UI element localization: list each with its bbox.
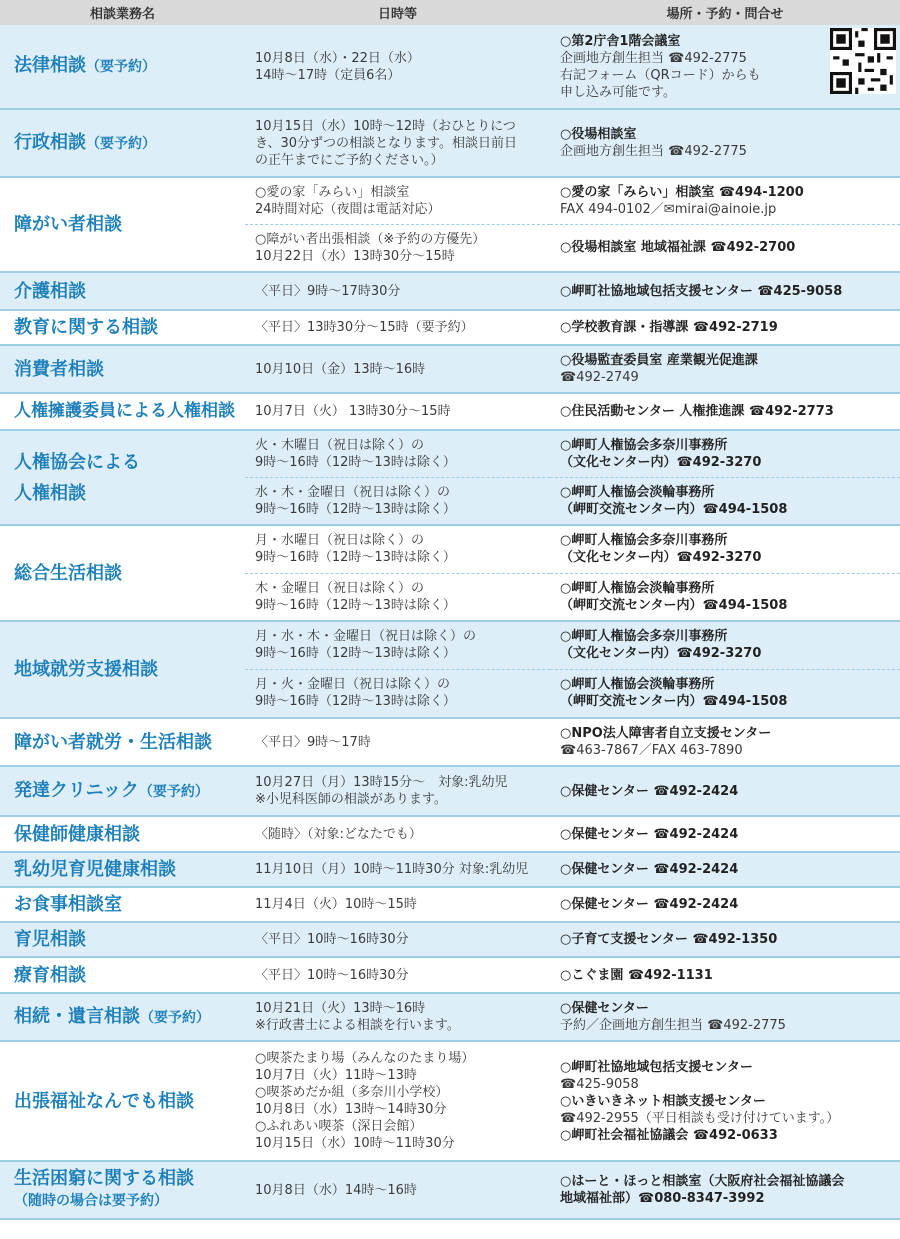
header-place: 場所・予約・問合せ (550, 0, 900, 25)
table-row (0, 25, 900, 109)
service-name: 消費者相談 (0, 345, 245, 393)
service-date: 水・木・金曜日（祝日は除く）の 9時～16時（12時～13時は除く） (245, 477, 550, 525)
service-place: ○NPO法人障害者自立支援センター ☎463-7867／FAX 463-7890 (550, 718, 900, 766)
service-date: 〈平日〉13時30分～15時（要予約） (245, 310, 550, 345)
service-date: 〈平日〉9時～17時30分 (245, 272, 550, 310)
service-date: 10月10日（金）13時～16時 (245, 345, 550, 393)
service-place: ○子育て支援センター ☎492-1350 (550, 922, 900, 957)
table-row (0, 1161, 900, 1219)
table-row (0, 177, 900, 224)
service-date: 10月21日（火）13時～16時 ※行政書士による相談を行います。 (245, 993, 550, 1041)
service-date: 木・金曜日（祝日は除く）の 9時～16時（12時～13時は除く） (245, 573, 550, 621)
service-name: 療育相談 (0, 957, 245, 993)
header-date: 日時等 (245, 0, 550, 25)
service-place: ○岬町人権協会淡輪事務所 （岬町交流センター内）☎494-1508 (550, 477, 900, 525)
service-place: ○保健センター 予約／企画地方創生担当 ☎492-2775 (550, 993, 900, 1041)
service-place: ○保健センター ☎492-2424 (550, 766, 900, 816)
table-row (0, 1041, 900, 1161)
service-name: 障がい者就労・生活相談 (0, 718, 245, 766)
service-date: 〈平日〉10時～16時30分 (245, 957, 550, 993)
table-row (0, 345, 900, 393)
table-row (0, 393, 900, 430)
service-date: 11月10日（月）10時～11時30分 対象:乳幼児 (245, 852, 550, 887)
table-row (0, 993, 900, 1041)
service-date: ○喫茶たまり場（みんなのたまり場） 10月7日（火）11時～13時 ○喫茶めだか組（多奈川小学校） 10月8日（水）13時～14時30分 ○ふれあい喫茶（深日会館） 10月15日（水）10時～11時30分 (245, 1041, 550, 1161)
service-place: ○保健センター ☎492-2424 (550, 887, 900, 922)
service-name: お食事相談室 (0, 887, 245, 922)
service-name: 地域就労支援相談 (0, 621, 245, 718)
service-place: ○岬町社協地域包括支援センター ☎425-9058 (550, 272, 900, 310)
service-date: 11月4日（火）10時～15時 (245, 887, 550, 922)
table-row (0, 957, 900, 993)
service-name: 乳幼児育児健康相談 (0, 852, 245, 887)
service-date: 火・木曜日（祝日は除く）の 9時～16時（12時～13時は除く） (245, 430, 550, 477)
table-row (0, 621, 900, 669)
service-place: ○岬町人権協会多奈川事務所 （文化センター内）☎492-3270 (550, 525, 900, 573)
service-name: 発達クリニック（要予約） (0, 766, 245, 816)
qr-code-icon[interactable] (830, 28, 896, 94)
table-row (0, 272, 900, 310)
service-date: 月・水・木・金曜日（祝日は除く）の 9時～16時（12時～13時は除く） (245, 621, 550, 669)
service-date: 10月8日（水）14時～16時 (245, 1161, 550, 1219)
service-place: ○役場監査委員室 産業観光促進課 ☎492-2749 (550, 345, 900, 393)
table-row (0, 525, 900, 573)
table-row (0, 430, 900, 477)
service-name: 相続・遺言相談（要予約） (0, 993, 245, 1041)
service-name: 法律相談（要予約） (0, 25, 245, 109)
service-place: ○こぐま園 ☎492-1131 (550, 957, 900, 993)
service-name: 保健師健康相談 (0, 816, 245, 852)
service-date: 10月15日（水）10時～12時（おひとりにつ き、30分ずつの相談となります。相談日前日 の正午までにご予約ください。） (245, 109, 550, 177)
service-name: 介護相談 (0, 272, 245, 310)
service-date: 〈随時〉（対象:どなたでも） (245, 816, 550, 852)
service-place: ○保健センター ☎492-2424 (550, 816, 900, 852)
table-row (0, 852, 900, 887)
service-place: ○岬町人権協会淡輪事務所 （岬町交流センター内）☎494-1508 (550, 573, 900, 621)
service-place: ○岬町社協地域包括支援センター ☎425-9058 ○いきいきネット相談支援センター ☎492-2955（平日相談も受け付けています。） ○岬町社会福祉協議会 ☎492-0633 (550, 1041, 900, 1161)
header-name: 相談業務名 (0, 0, 245, 25)
table-row (0, 310, 900, 345)
service-name: 総合生活相談 (0, 525, 245, 621)
service-place: ○学校教育課・指導課 ☎492-2719 (550, 310, 900, 345)
service-date: 〈平日〉10時～16時30分 (245, 922, 550, 957)
service-name: 生活困窮に関する相談 （随時の場合は要予約） (0, 1161, 245, 1219)
table-row (0, 922, 900, 957)
table-row (0, 766, 900, 816)
table-row (0, 718, 900, 766)
service-date: 月・水曜日（祝日は除く）の 9時～16時（12時～13時は除く） (245, 525, 550, 573)
service-date: 10月27日（月）13時15分～ 対象:乳幼児 ※小児科医師の相談があります。 (245, 766, 550, 816)
service-place: ○岬町人権協会淡輪事務所 （岬町交流センター内）☎494-1508 (550, 669, 900, 718)
service-name: 教育に関する相談 (0, 310, 245, 345)
service-date: 月・火・金曜日（祝日は除く）の 9時～16時（12時～13時は除く） (245, 669, 550, 718)
service-place: ○はーと・ほっと相談室（大阪府社会福祉協議会 地域福祉部）☎080-8347-3992 (550, 1161, 900, 1219)
service-name: 行政相談（要予約） (0, 109, 245, 177)
service-name: 人権協会による 人権相談 (0, 430, 245, 525)
service-date: 10月8日（水）・22日（水） 14時～17時（定員6名） (245, 25, 550, 109)
table-row (0, 816, 900, 852)
service-place: ○第2庁舎1階会議室 企画地方創生担当 ☎492-2775 右記フォーム（QRコード）からも 申し込み可能です。 (550, 25, 900, 109)
service-date: ○愛の家「みらい」相談室 24時間対応（夜間は電話対応） (245, 177, 550, 224)
service-place: ○役場相談室 地域福祉課 ☎492-2700 (550, 224, 900, 272)
service-place: ○住民活動センター 人権推進課 ☎492-2773 (550, 393, 900, 430)
service-name: 育児相談 (0, 922, 245, 957)
service-place: ○保健センター ☎492-2424 (550, 852, 900, 887)
service-place: ○役場相談室 企画地方創生担当 ☎492-2775 (550, 109, 900, 177)
service-name: 障がい者相談 (0, 177, 245, 272)
service-place: ○岬町人権協会多奈川事務所 （文化センター内）☎492-3270 (550, 621, 900, 669)
service-place: ○岬町人権協会多奈川事務所 （文化センター内）☎492-3270 (550, 430, 900, 477)
service-date: ○障がい者出張相談（※予約の方優先） 10月22日（水）13時30分～15時 (245, 224, 550, 272)
table-header (0, 0, 900, 25)
service-name: 出張福祉なんでも相談 (0, 1041, 245, 1161)
service-date: 10月7日（火） 13時30分～15時 (245, 393, 550, 430)
service-date: 〈平日〉9時～17時 (245, 718, 550, 766)
table-row (0, 887, 900, 922)
service-place: ○愛の家「みらい」相談室 ☎494-1200 FAX 494-0102／✉mirai@ainoie.jp (550, 177, 900, 224)
service-name: 人権擁護委員による人権相談 (0, 393, 245, 430)
table-row (0, 109, 900, 177)
